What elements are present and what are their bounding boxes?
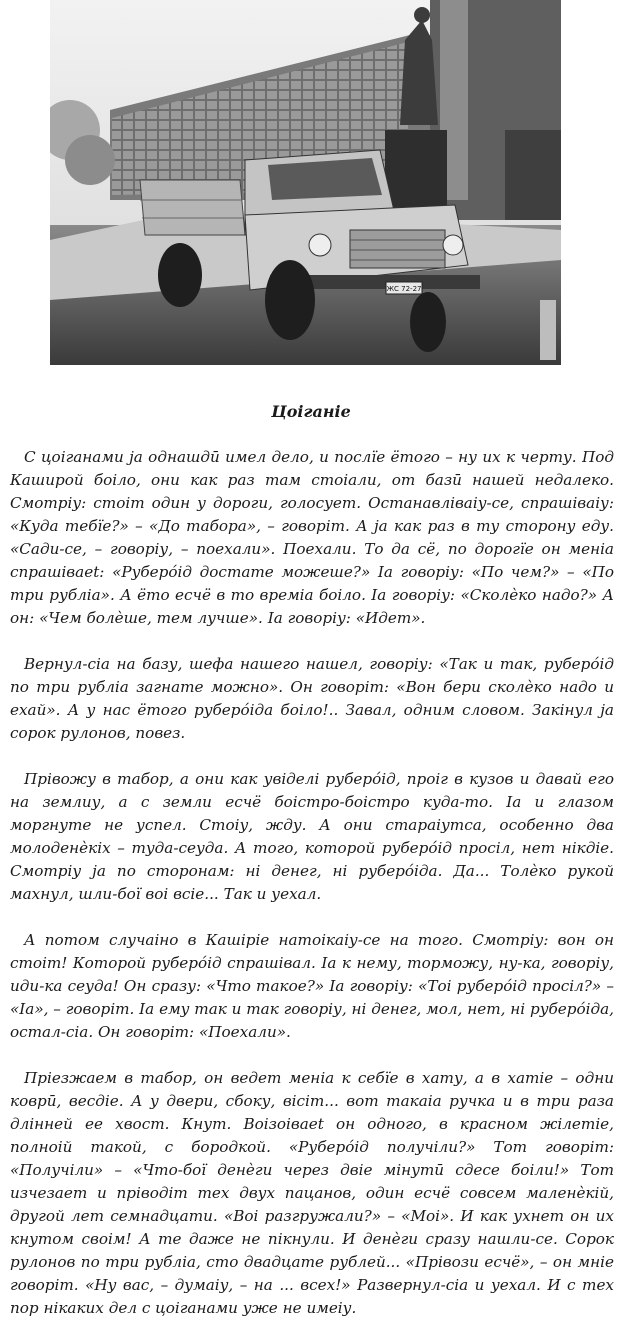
paragraph: С цоіганами ја однашдӣ имел дело, и послїе ётого – ну их к черту. Под Каширой боіло, они как раз там стоіали, от базӣ нашей недалеко. Смотріу: стоіт один у дороги, голосует. Останавліваіу-се, спрашіваіу: «Куда тебїе?» – «До табора», – говоріт. А ја как раз в ту сторону еду. «Сади-се, – говоріу, – поехали». Поехали. То да сё, по дорогїе он меніа спрашіваеt: «Руберо́ід достате можеше?» Іа говоріу: «По чем?» – «По три рубліа». А ёто есчё в то времіа боіло. Іа говоріу: «Сколѐко надо?» А он: «Чем болѐше, тем лучше». Іа говоріу: «Идет».: [10, 448, 614, 627]
paragraph: Вернул-сіа на базу, шефа нашего нашел, говоріу: «Так и так, руберо́ід по три рубліа загнате можно». Он говоріт: «Вон бери сколѐко надо и ехай». А у нас ётого руберо́іда боіло!.. Завал, одним словом. Закінул ја сорок рулонов, повез.: [10, 655, 614, 742]
story-text: [10, 446, 614, 1320]
truck-photo-image: [50, 0, 561, 365]
truck-photo: [50, 0, 561, 365]
license-plate: ЖС 72-27: [386, 285, 422, 293]
story-title: Цоіганіе: [271, 402, 351, 421]
paragraph: А потом случаіно в Кашіріе натоікаіу-се на того. Смотріу: вон он стоіт! Которой руберо́ід спрашівал. Іа к нему, торможу, ну-ка, говоріу, иди-ка сеуда! Он сразу: «Что такое?» Іа говоріу: «Тоі руберо́ід просіл?» – «Іа», – говоріт. Іа ему так и так говоріу, ні денег, мол, нет, ні руберо́іда, остал-сіа. Он говоріт: «Поехали».: [10, 931, 614, 1041]
paragraph: Прівожу в табор, а они как увіделі руберо́ід, проіг в кузов и давай его на землиу, а с земли есчё боістро-боістро куда-то. Іа и глазом моргнуте не успел. Стоіу, жду. А они стараіутса, особенно два молоденѐкіх – туда-сеуда. А того, которой руберо́ід просіл, нет нікдіе. Смотріу ја по сторонам: ні денег, ні руберо́іда. Да... Толѐко рукой махнул, шли-бої воі всіе... Так и уехал.: [10, 770, 614, 903]
paragraph: Пріезжаем в табор, он ведет меніа к себїе в хату, а в хатіе – одни коврӣ, весдіе. А у двери, сбоку, вісіт... вот такаіа ручка и в три раза длінней ее хвост. Кнут. Воізоіваеt он одного, в красном жілетіе, полноій такой, с бородкой. «Руберо́ід получіли?» Тот говоріт: «Получіли» – «Что-бої денѐги через двіе мінутӣ сдесе боіли!» Тот изчезает и пріводіт тех двух пацанов, один есчё совсем маленѐкій, другой лет семнадцати. «Воі разгружали?» – «Моі». И как ухнет он их кнутом своім! А те даже не пікнули. И денѐги сразу нашли-се. Сорок рулонов по три рубліа, сто двадцате рублей... «Прівози есчё», – он мніе говоріт. «Ну вас, – думаіу, – на ... всех!» Развернул-сіа и уехал. И с тех пор нікаких дел с цоіганами уже не имеіу.: [10, 1069, 614, 1317]
